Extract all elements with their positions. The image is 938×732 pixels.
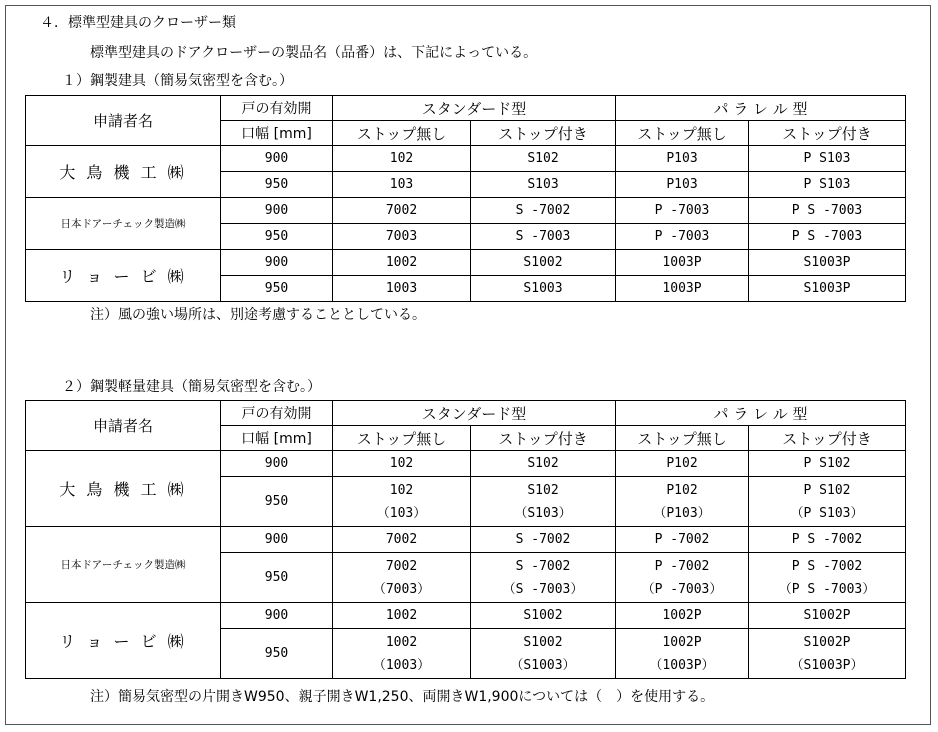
applicant-name: 大 鳥 機 工 ㈱ [26, 451, 221, 527]
model-cell: 1003P [616, 276, 749, 302]
header-width-bottom: 口幅 [mm] [221, 121, 333, 146]
door-width: 900 [221, 451, 333, 477]
steel-door-closer-table [25, 95, 906, 302]
section2-title: ２）鋼製軽量建具（簡易気密型を含む。） [62, 379, 321, 395]
applicant-name: リ ョ ー ビ ㈱ [26, 603, 221, 679]
door-width: 950 [221, 477, 333, 527]
door-width: 900 [221, 527, 333, 553]
model-value: P -7002 [654, 558, 710, 574]
model-cell [471, 477, 616, 527]
model-cell: P S103 [749, 172, 906, 198]
model-cell: 102 [333, 451, 471, 477]
model-cell: 7002 [333, 198, 471, 224]
model-value: S1002P [803, 634, 851, 650]
header-applicant: 申請者名 [26, 401, 221, 451]
model-cell: S102 [471, 146, 616, 172]
model-cell: P S -7002 [749, 527, 906, 553]
model-cell: 7002 [333, 527, 471, 553]
table-row [26, 146, 906, 172]
model-cell: S -7002 [471, 527, 616, 553]
model-cell: P S -7003 [749, 224, 906, 250]
model-cell [616, 553, 749, 603]
model-value: P S102 [803, 482, 851, 498]
header-standard-with-stop: ストップ付き [471, 121, 616, 146]
header-width-top: 戸の有効開 [221, 96, 333, 121]
model-value-alt: （1003） [372, 657, 431, 673]
model-cell: 1003 [333, 276, 471, 302]
model-cell: P -7002 [616, 527, 749, 553]
model-cell: 1002P [616, 603, 749, 629]
model-cell: S102 [471, 451, 616, 477]
model-cell [749, 629, 906, 679]
model-cell: P103 [616, 172, 749, 198]
model-value-alt: （P S103） [790, 505, 864, 521]
applicant-name: 大 鳥 機 工 ㈱ [26, 146, 221, 198]
model-value: P102 [666, 482, 698, 498]
model-cell: S1002P [749, 603, 906, 629]
model-cell [333, 553, 471, 603]
intro-text: 標準型建具のドアクローザーの製品名（品番）は、下記によっている。 [90, 45, 538, 61]
model-value-alt: （P S -7003） [778, 581, 876, 597]
model-value: 7002 [385, 558, 418, 574]
model-value-alt: （S103） [514, 505, 572, 521]
model-value: S1002 [523, 634, 563, 650]
model-cell: S1003 [471, 276, 616, 302]
table-row [26, 250, 906, 276]
model-value-alt: （S1003P） [790, 657, 864, 673]
model-cell: P S102 [749, 451, 906, 477]
model-cell: 103 [333, 172, 471, 198]
model-value: 1002P [662, 634, 702, 650]
model-cell: S1002 [471, 603, 616, 629]
model-cell [333, 477, 471, 527]
model-cell [749, 553, 906, 603]
model-value: S102 [527, 482, 559, 498]
door-width: 900 [221, 198, 333, 224]
door-width: 900 [221, 250, 333, 276]
header-applicant: 申請者名 [26, 96, 221, 146]
door-width: 950 [221, 553, 333, 603]
model-cell [616, 629, 749, 679]
model-cell: P -7003 [616, 198, 749, 224]
model-cell [471, 553, 616, 603]
section1-note: 注）風の強い場所は、別途考慮することとしている。 [90, 307, 426, 323]
model-cell: 102 [333, 146, 471, 172]
light-steel-door-closer-table [25, 400, 906, 679]
header-parallel: パ ラ レ ル 型 [616, 401, 906, 426]
header-parallel-with-stop: ストップ付き [749, 121, 906, 146]
door-width: 950 [221, 629, 333, 679]
applicant-name: 日本ドアーチェック製造㈱ [26, 198, 221, 250]
model-cell [616, 477, 749, 527]
header-standard-with-stop: ストップ付き [471, 426, 616, 451]
table-row [26, 451, 906, 477]
door-width: 950 [221, 172, 333, 198]
model-cell: S1003P [749, 276, 906, 302]
door-width: 900 [221, 603, 333, 629]
section-heading: ４．標準型建具のクローザー類 [40, 15, 236, 31]
model-cell: 1002 [333, 603, 471, 629]
table-row [26, 198, 906, 224]
header-standard: スタンダード型 [333, 96, 616, 121]
door-width: 900 [221, 146, 333, 172]
model-value-alt: （S -7003） [502, 581, 584, 597]
model-value-alt: （1003P） [649, 657, 715, 673]
model-cell: P S -7003 [749, 198, 906, 224]
table-row [26, 603, 906, 629]
model-cell: S -7003 [471, 224, 616, 250]
model-value-alt: （P103） [653, 505, 711, 521]
header-parallel-no-stop: ストップ無し [616, 121, 749, 146]
model-cell: 1002 [333, 250, 471, 276]
model-value: S -7002 [515, 558, 571, 574]
header-parallel-no-stop: ストップ無し [616, 426, 749, 451]
header-standard-no-stop: ストップ無し [333, 426, 471, 451]
model-value-alt: （103） [376, 505, 427, 521]
model-value-alt: （P -7003） [641, 581, 723, 597]
model-cell: 1003P [616, 250, 749, 276]
model-cell: P103 [616, 146, 749, 172]
model-cell: P S103 [749, 146, 906, 172]
header-width-bottom: 口幅 [mm] [221, 426, 333, 451]
model-cell: S1003P [749, 250, 906, 276]
model-cell: P102 [616, 451, 749, 477]
table-row [26, 527, 906, 553]
model-cell [749, 477, 906, 527]
model-cell: S103 [471, 172, 616, 198]
applicant-name: リ ョ ー ビ ㈱ [26, 250, 221, 302]
model-cell: S1002 [471, 250, 616, 276]
model-value: 1002 [385, 634, 418, 650]
header-parallel: パ ラ レ ル 型 [616, 96, 906, 121]
model-value: P S -7002 [791, 558, 863, 574]
model-value-alt: （7003） [372, 581, 431, 597]
model-cell [333, 629, 471, 679]
header-standard-no-stop: ストップ無し [333, 121, 471, 146]
section1-title: １）鋼製建具（簡易気密型を含む。） [62, 73, 293, 89]
model-cell: P -7003 [616, 224, 749, 250]
door-width: 950 [221, 224, 333, 250]
model-value: 102 [389, 482, 414, 498]
header-parallel-with-stop: ストップ付き [749, 426, 906, 451]
model-value-alt: （S1003） [510, 657, 576, 673]
header-width-top: 戸の有効開 [221, 401, 333, 426]
model-cell: 7003 [333, 224, 471, 250]
model-cell [471, 629, 616, 679]
door-width: 950 [221, 276, 333, 302]
section2-note: 注）簡易気密型の片開きW950、親子開きW1,250、両開きW1,900については（ ）を使用する。 [90, 689, 715, 705]
header-standard: スタンダード型 [333, 401, 616, 426]
model-cell: S -7002 [471, 198, 616, 224]
applicant-name: 日本ドアーチェック製造㈱ [26, 527, 221, 603]
